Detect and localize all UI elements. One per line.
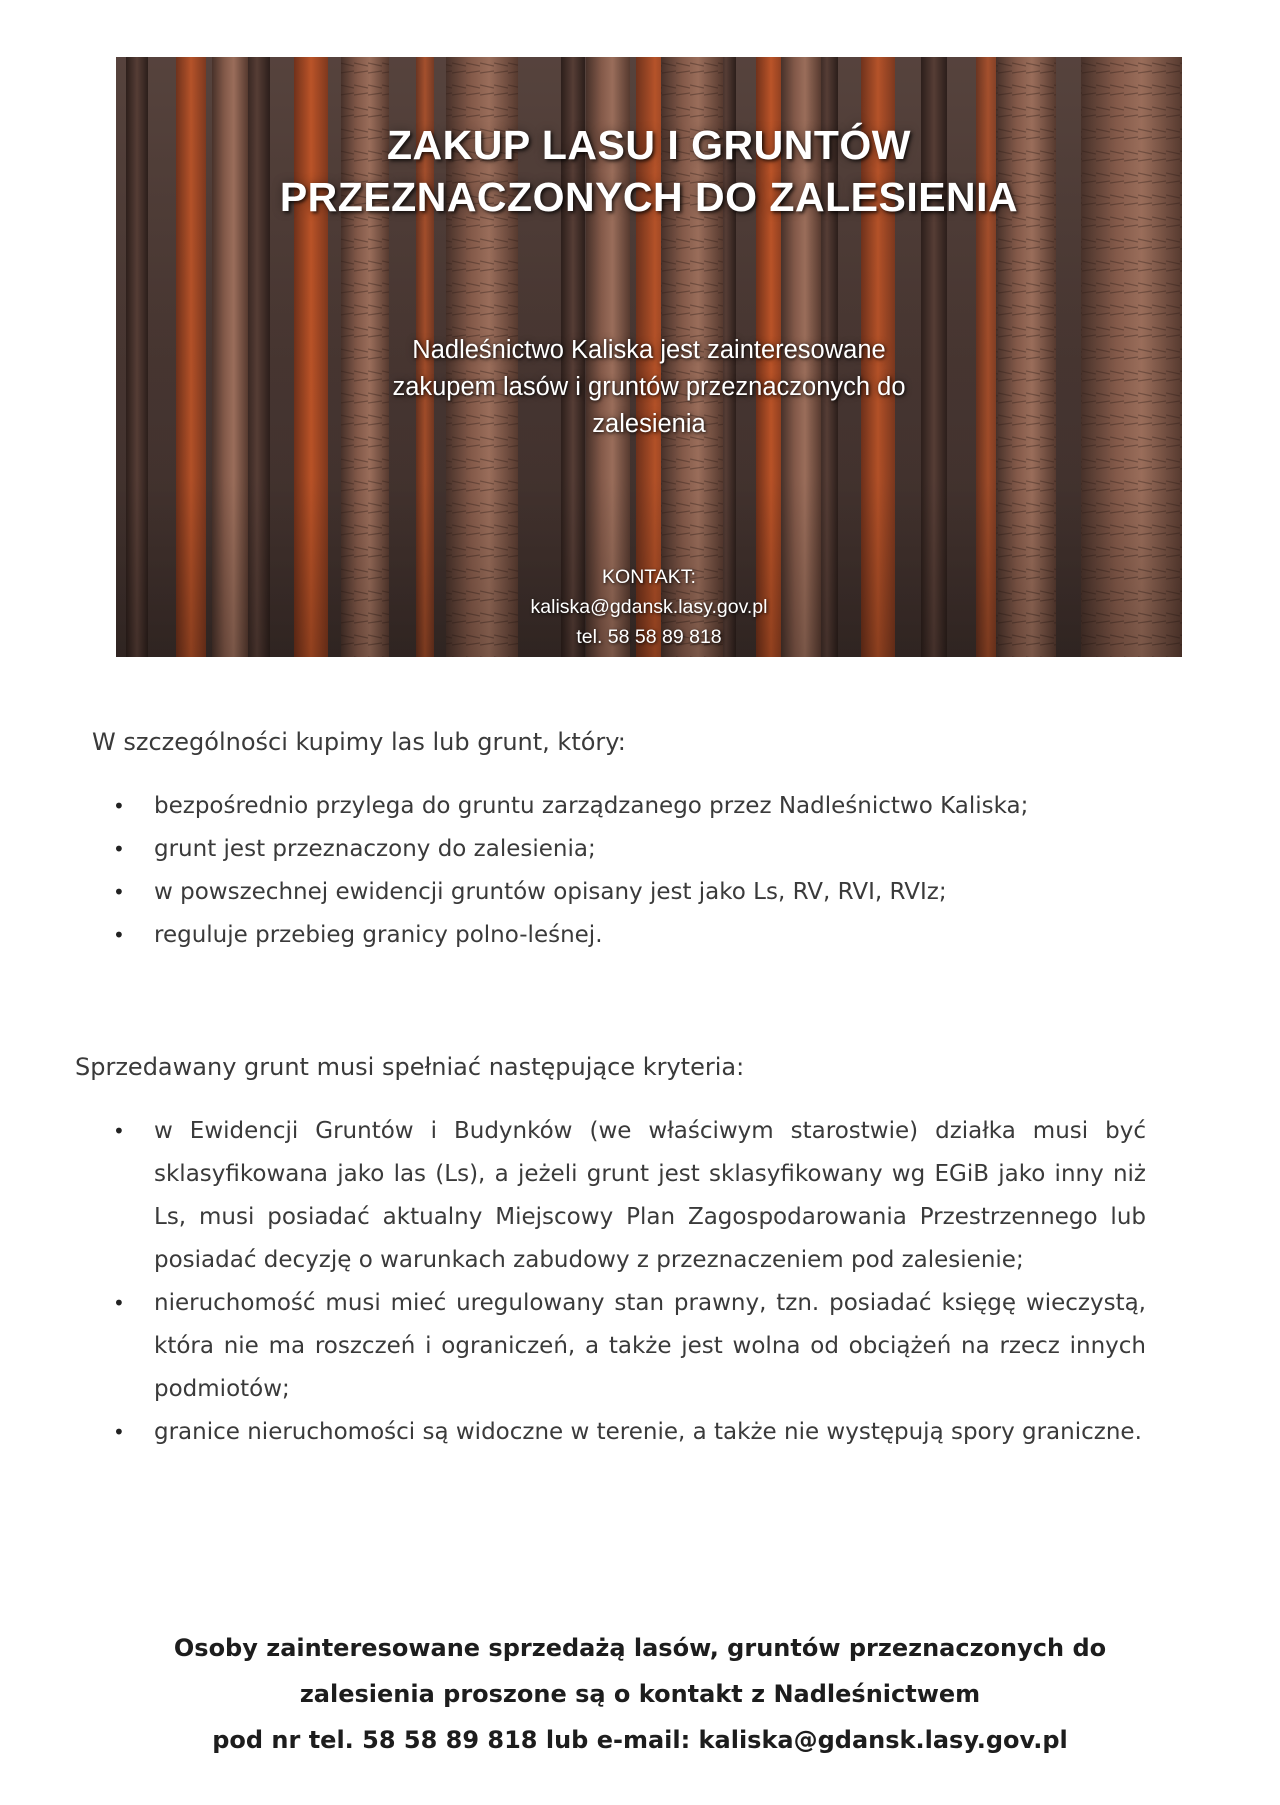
banner-title-line: PRZEZNACZONYCH DO ZALESIENIA (279, 174, 1019, 220)
bullet-icon: • (113, 1119, 125, 1143)
banner-subtitle-line: zalesienia (592, 410, 706, 438)
banner-title-line: ZAKUP LASU I GRUNTÓW (386, 122, 911, 168)
banner-subtitle-line: zakupem lasów i gruntów przeznaczonych do (392, 373, 906, 401)
contact-phone: tel. 58 58 89 818 (576, 626, 722, 648)
list-item (113, 1411, 1146, 1454)
list-item (113, 914, 1028, 957)
footer-line: Osoby zainteresowane sprzedażą lasów, gruntów przeznaczonych do (173, 1634, 1107, 1662)
list-item-text: w Ewidencji Gruntów i Budynków (we właściwym starostwie) działka musi być sklasyfikowana jako las (Ls), a jeżeli grunt jest sklasyfikowany wg EGiB jako inny niż Ls, musi posiadać aktualny Miejscowy Plan Zagospodarowania Przestrzennego lub posiadać decyzję o warunkach zabudowy z przeznaczeniem pod zalesienie; (154, 1118, 1146, 1273)
list-item-text: bezpośrednio przylega do gruntu zarządzanego przez Nadleśnictwo Kaliska; (154, 793, 1029, 819)
bullet-icon: • (113, 923, 125, 947)
section2-list (113, 1110, 1146, 1454)
contact-email: kaliska@gdansk.lasy.gov.pl (530, 596, 768, 618)
section2-heading: Sprzedawany grunt musi spełniać następujące kryteria: (75, 1053, 745, 1081)
bullet-icon: • (113, 837, 125, 861)
footer-line: pod nr tel. 58 58 89 818 lub e-mail: kaliska@gdansk.lasy.gov.pl (212, 1726, 1068, 1754)
banner-subtitle (296, 332, 1002, 443)
list-item (113, 1282, 1146, 1411)
bullet-icon: • (113, 1420, 125, 1444)
list-item-text: reguluje przebieg granicy polno-leśnej. (154, 922, 603, 948)
forest-banner (116, 57, 1182, 657)
bullet-icon: • (113, 880, 125, 904)
list-item-text: grunt jest przeznaczony do zalesienia; (154, 836, 596, 862)
list-item (113, 871, 1028, 914)
list-item-text: granice nieruchomości są widoczne w terenie, a także nie występują spory graniczne. (154, 1419, 1142, 1445)
section1-list (113, 785, 1029, 957)
list-item (113, 1110, 1146, 1282)
banner-subtitle-line: Nadleśnictwo Kaliska jest zainteresowane (412, 336, 886, 364)
bullet-icon: • (113, 794, 125, 818)
banner-contact (116, 562, 1182, 652)
footer-line: zalesienia proszone są o kontakt z Nadleśnictwem (299, 1680, 981, 1708)
list-item (113, 785, 1029, 828)
section1-heading: W szczególności kupimy las lub grunt, który: (92, 728, 626, 756)
contact-footer (0, 1625, 1280, 1763)
bullet-icon: • (113, 1291, 125, 1315)
list-item-text: w powszechnej ewidencji gruntów opisany jest jako Ls, RV, RVI, RVIz; (154, 879, 947, 905)
banner-title (116, 119, 1182, 223)
list-item (113, 828, 1028, 871)
contact-label: KONTAKT: (602, 566, 696, 588)
list-item-text: nieruchomość musi mieć uregulowany stan prawny, tzn. posiadać księgę wieczystą, która nie ma roszczeń i ograniczeń, a także jest wolna od obciążeń na rzecz innych podmiotów; (154, 1290, 1146, 1402)
